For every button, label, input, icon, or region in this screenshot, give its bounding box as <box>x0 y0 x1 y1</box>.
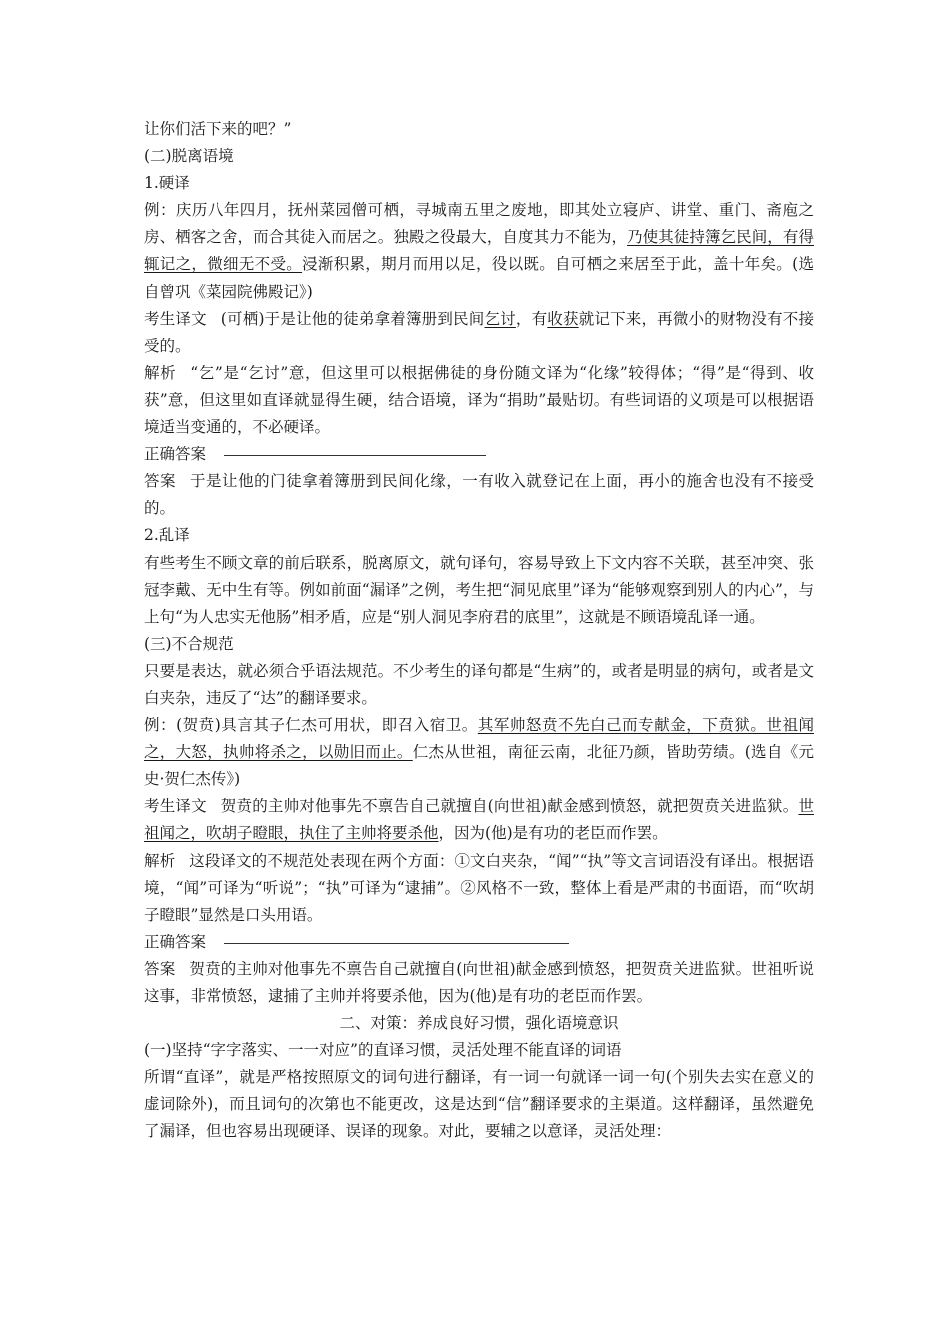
correct-answer-label: 正确答案 <box>144 445 207 464</box>
student-translation-2 <box>144 793 814 847</box>
heading-luanyi: 2.乱译 <box>144 526 190 545</box>
heading-tuoli-yujing: (二)脱离语境 <box>144 147 234 166</box>
paragraph-zhiyi: 所谓“直译”，就是严格按照原文的词句进行翻译，有一词一句就译一词一句(个别失去实在意义的虚词除外)，而且词句的次第也不能更改，这是达到“信”翻译要求的主渠道。这样翻译，虽然避免了漏译，但也容易出现硬译、误译的现象。对此，要辅之以意译，灵活处理： <box>144 1068 814 1141</box>
student-translation-1-part: (可栖)于是让他的徒弟拿着簿册到民间 <box>220 309 485 328</box>
correct-answer-label: 正确答案 <box>144 932 207 951</box>
paragraph-buhe-guifan: 只要是表达，就必须合乎语法规范。不少考生的译句都是“生病”的，或者是明显的病句，或者是文白夹杂，违反了“达”的翻译要求。 <box>144 661 814 707</box>
example-1 <box>144 197 814 305</box>
example-2 <box>144 712 814 793</box>
paragraph-intro: 让你们活下来的吧？” <box>144 120 292 138</box>
student-translation-1-part: 就记下来，再微小的财物没有不接受的。 <box>144 309 814 355</box>
answer-1 <box>144 468 814 522</box>
paragraph-luanyi: 有些考生不顾文章的前后联系，脱离原文，就句译句，容易导致上下文内容不关联，甚至冲突、张冠李戴、无中生有等。例如前面“漏译”之例，考生把“洞见底里”译为“能够观察到别人的内心”，与上句“为人忠实无他肠”相矛盾，应是“别人洞见李府君的底里”，这就是不顾语境乱译一通。 <box>144 553 814 626</box>
correct-answer-2 <box>144 929 814 956</box>
example-1-prefix: 例：庆历八年四月，抚州菜园僧可栖，寻城南五里之废地，即其处立寝庐、讲堂、重门、斋庖之房、栖客之舍，而合其徒入而居之。独殿之役最大，自度其力不能为， <box>144 201 814 247</box>
answer-2 <box>144 956 814 1010</box>
example-1-suffix: 浸渐积累，期月而用以足，役以既。自可栖之来居至于此，盖十年矣。(选自曾巩《菜园院佛殿记》) <box>144 255 814 301</box>
analysis-2 <box>144 848 814 929</box>
student-translation-label: 考生译文 <box>144 797 207 816</box>
example-2-underlined: 其军帅怒贲不先白己而专献金，下贲狱。世祖闻之，大怒，执帅将杀之，以勋旧而止。 <box>144 716 814 762</box>
analysis-label: 解析 <box>144 851 176 870</box>
analysis-1-text: “乞”是“乞讨”意，但这里可以根据佛徒的身份随文译为“化缘”较得体；“得”是“得到、收获”意，但这里如直译就显得生硬，结合语境，译为“捐助”最贴切。有些词语的义项是可以根据语境适当变通的，不必硬译。 <box>144 363 814 437</box>
example-2-prefix: 例：(贺贲)具言其子仁杰可用状，即召入宿卫。 <box>144 716 478 735</box>
example-2-suffix: 仁杰从世祖，南征云南，北征乃颜，皆助劳绩。(选自《元史·贺仁杰传》) <box>144 743 814 789</box>
answer-label: 答案 <box>144 959 176 978</box>
student-translation-2-part: ，因为(他)是有功的老臣而作罢。 <box>438 824 668 843</box>
example-1-underlined: 乃使其徒持簿乞民间，有得辄记之，微细无不受。 <box>144 228 814 274</box>
student-translation-1-underline-shouhuo: 收获 <box>547 309 579 328</box>
student-translation-2-part: 贺贲的主帅对他事先不禀告自己就擅自(向世祖)献金感到愤怒，就把贺贲关进监狱。 <box>220 797 799 816</box>
answer-blank-line[interactable] <box>224 942 569 944</box>
answer-label: 答案 <box>144 472 177 491</box>
answer-1-text: 于是让他的门徒拿着簿册到民间化缘，一有收入就登记在上面，再小的施舍也没有不接受的。 <box>144 472 814 518</box>
analysis-label: 解析 <box>144 363 177 382</box>
section-heading-duice: 二、对策：养成良好习惯，强化语境意识 <box>339 1014 619 1033</box>
student-translation-label: 考生译文 <box>144 309 207 328</box>
student-translation-2-underlined: 世祖闻之，吹胡子瞪眼，执住了主帅将要杀他 <box>144 797 814 843</box>
answer-blank-line[interactable] <box>224 454 486 456</box>
analysis-1 <box>144 360 814 441</box>
correct-answer-1 <box>144 441 814 468</box>
heading-buhe-guifan: (三)不合规范 <box>144 634 234 653</box>
heading-jianchi-zhiyi: (一)坚持“字字落实、一一对应”的直译习惯，灵活处理不能直译的词语 <box>144 1041 622 1060</box>
answer-2-text: 贺贲的主帅对他事先不禀告自己就擅自(向世祖)献金感到愤怒，把贺贲关进监狱。世祖听说这事，非常愤怒，逮捕了主帅并将要杀他，因为(他)是有功的老臣而作罢。 <box>144 959 814 1005</box>
heading-yingyi: 1.硬译 <box>144 174 190 193</box>
student-translation-1 <box>144 306 814 360</box>
document-page <box>144 116 814 1146</box>
analysis-2-text: 这段译文的不规范处表现在两个方面：①文白夹杂，“闻”“执”等文言词语没有译出。根据语境，“闻”可译为“听说”；“执”可译为“逮捕”。②风格不一致，整体上看是严肃的书面语，而“吹胡子瞪眼”显然是口头用语。 <box>144 851 814 924</box>
student-translation-1-underline-qitao: 乞讨 <box>484 309 516 328</box>
student-translation-1-part: ，有 <box>515 309 548 328</box>
